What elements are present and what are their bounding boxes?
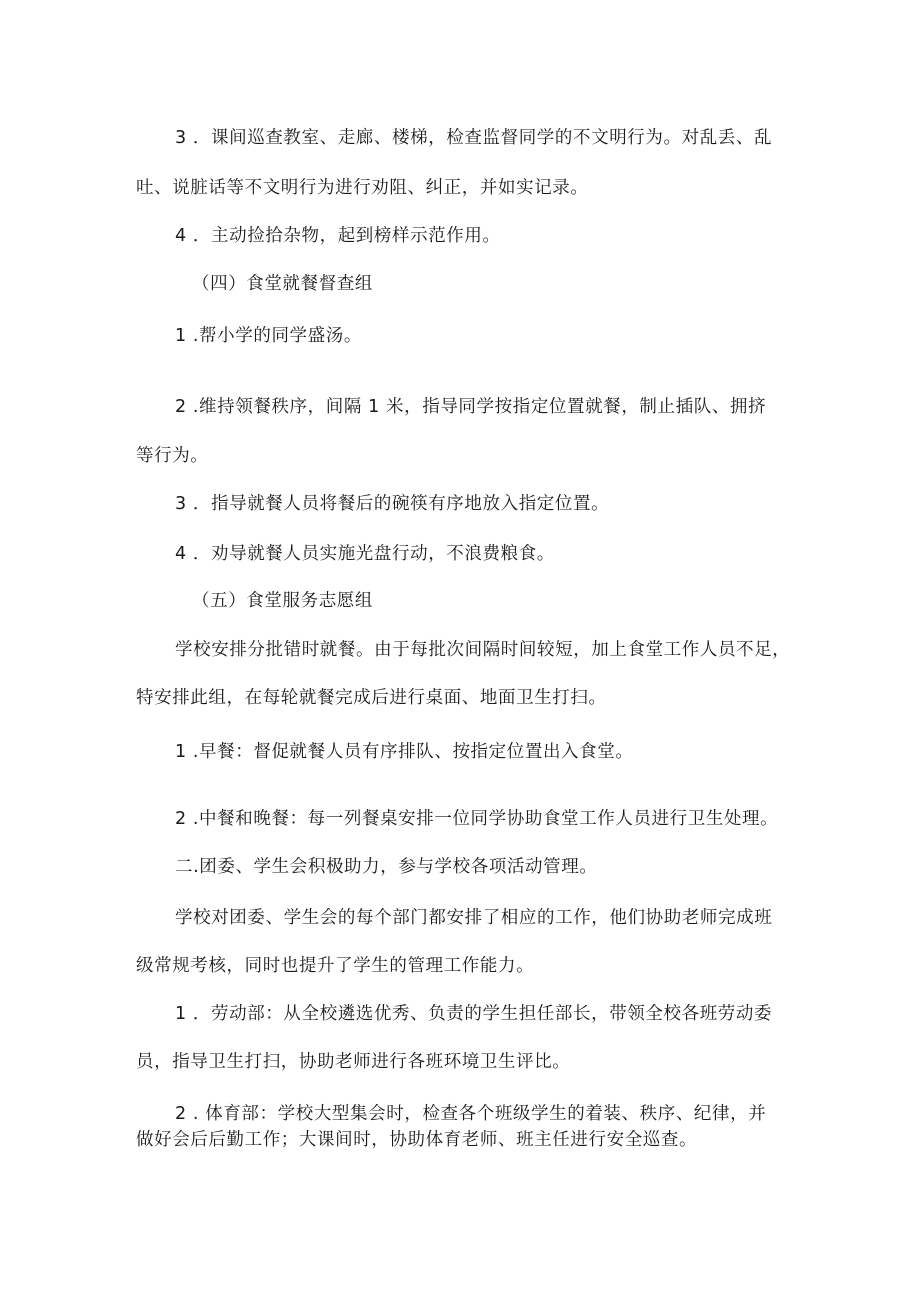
paragraph-line: 吐、说脏话等不文明行为进行劝阻、纠正，并如实记录。 bbox=[136, 178, 589, 198]
paragraph-line: 学校安排分批错时就餐。由于每批次间隔时间较短，加上食堂工作人员不足， bbox=[175, 640, 791, 660]
paragraph-line: 2 .维持领餐秩序，间隔 1 米，指导同学按指定位置就餐，制止插队、拥挤 bbox=[175, 397, 767, 417]
paragraph-line: 4 ．劝导就餐人员实施光盘行动，不浪费粮食。 bbox=[175, 544, 555, 564]
paragraph-line: 2 . 体育部：学校大型集会时，检查各个班级学生的着装、秩序、纪律，并 bbox=[175, 1104, 767, 1124]
paragraph-line: 1 ．劳动部：从全校遴选优秀、负责的学生担任部长，带领全校各班劳动委 bbox=[175, 1004, 773, 1024]
section-heading: （四）食堂就餐督查组 bbox=[192, 274, 373, 294]
paragraph-line: 4 ．主动捡拾杂物，起到榜样示范作用。 bbox=[175, 226, 501, 246]
paragraph-line: 级常规考核，同时也提升了学生的管理工作能力。 bbox=[136, 956, 535, 976]
paragraph-line: 特安排此组，在每轮就餐完成后进行桌面、地面卫生打扫。 bbox=[136, 688, 607, 708]
paragraph-line: 等行为。 bbox=[136, 446, 209, 466]
section-heading: 二.团委、学生会积极助力，参与学校各项活动管理。 bbox=[175, 857, 598, 877]
paragraph-line: 3 ．课间巡查教室、走廊、楼梯，检查监督同学的不文明行为。对乱丢、乱 bbox=[175, 128, 773, 148]
paragraph-line: 做好会后后勤工作；大课间时，协助体育老师、班主任进行安全巡查。 bbox=[136, 1130, 698, 1150]
paragraph-line: 1 .帮小学的同学盛汤。 bbox=[175, 326, 362, 346]
paragraph-line: 员，指导卫生打扫，协助老师进行各班环境卫生评比。 bbox=[136, 1052, 571, 1072]
paragraph-line: 1 .早餐：督促就餐人员有序排队、按指定位置出入食堂。 bbox=[175, 742, 634, 762]
paragraph-line: 3 ．指导就餐人员将餐后的碗筷有序地放入指定位置。 bbox=[175, 494, 610, 514]
paragraph-line: 学校对团委、学生会的每个部门都安排了相应的工作，他们协助老师完成班 bbox=[175, 908, 773, 928]
paragraph-line: 2 .中餐和晚餐：每一列餐桌安排一位同学协助食堂工作人员进行卫生处理。 bbox=[175, 809, 779, 829]
section-heading: （五）食堂服务志愿组 bbox=[192, 591, 373, 611]
